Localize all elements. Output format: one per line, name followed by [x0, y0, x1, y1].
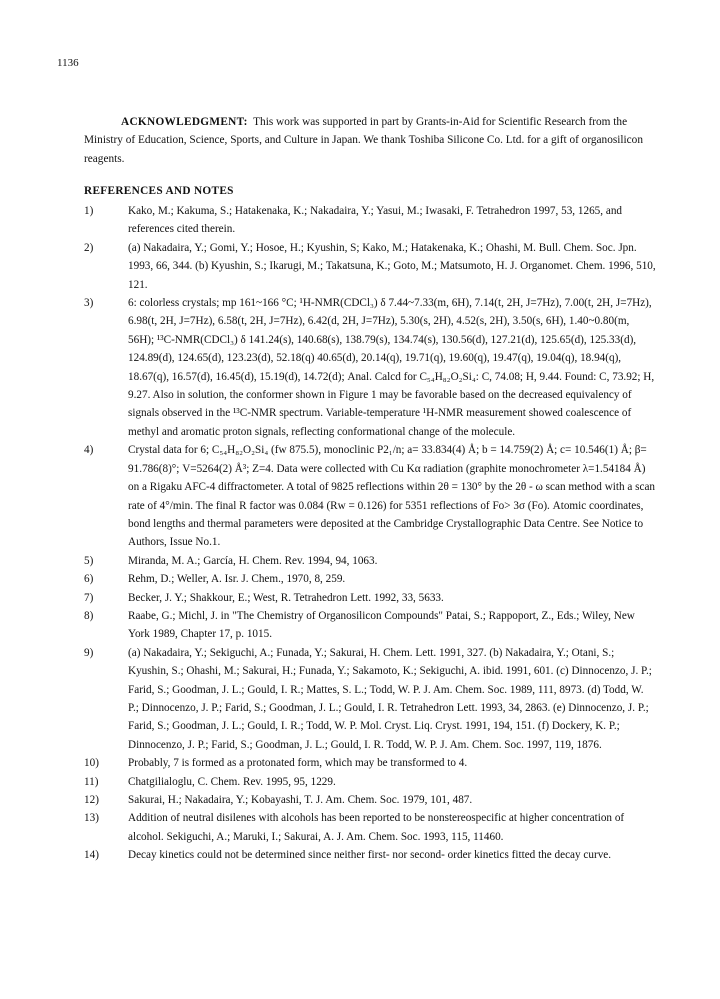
reference-text: Probably, 7 is formed as a protonated form, which may be transformed to 4. — [128, 757, 468, 770]
reference-item — [84, 202, 656, 239]
reference-list — [84, 202, 656, 865]
reference-item — [84, 809, 656, 846]
reference-number: 12) — [84, 794, 99, 806]
page-number: 1136 — [57, 57, 79, 69]
acknowledgment-paragraph — [84, 113, 656, 168]
reference-text: (a) Nakadaira, Y.; Gomi, Y.; Hosoe, H.; Kyushin, S; Kako, M.; Hatakenaka, K.; Ohashi, M. Bull. Chem. Soc. Jpn. 1993, 66, 344. (b) Kyushin, S.; Ikarugi, M.; Takatsuna, K.; Goto, M.; Matsumoto, H. J. Organomet. Chem. 1996, 510, 121. — [128, 241, 656, 291]
reference-item — [84, 441, 656, 551]
reference-text: Sakurai, H.; Nakadaira, Y.; Kobayashi, T. J. Am. Chem. Soc. 1979, 101, 487. — [128, 794, 473, 806]
reference-item — [84, 607, 656, 644]
reference-number: 9) — [84, 646, 94, 659]
reference-number: 4) — [84, 444, 94, 457]
reference-item — [84, 754, 656, 772]
acknowledgment-heading: ACKNOWLEDGMENT: — [121, 116, 248, 128]
reference-number: 2) — [84, 241, 94, 254]
reference-item — [84, 644, 656, 754]
reference-number: 10) — [84, 757, 99, 770]
reference-number: 3) — [84, 297, 94, 310]
references-heading: REFERENCES AND NOTES — [84, 185, 234, 197]
reference-text: (a) Nakadaira, Y.; Sekiguchi, A.; Funada, Y.; Sakurai, H. Chem. Lett. 1991, 327. (b) Nakadaira, Y.; Otani, S.; Kyushin, S.; Ohashi, M.; Sakurai, H.; Funada, Y.; Sakamoto, K.; Sekiguchi, A. ibid. 1991, 601. (c) Dinnocenzo, J. P.; Farid, S.; Goodman, J. L.; Gould, I. R.; Mattes, S. L.; Todd, W. P. J. Am. Chem. Soc. 1989, 111, 8973. (d) Todd, W. P.; Dinnocenzo, J. P.; Farid, S.; Goodman, J. L.; Gould, I. R. Tetrahedron Lett. 1993, 34, 2863. (e) Dinnocenzo, J. P.; Farid, S.; Goodman, J. L.; Gould, I. R.; Todd, W. P. Mol. Cryst. Liq. Cryst. 1991, 194, 151. (f) Dockery, K. P.; Dinnocenzo, J. P.; Farid, S.; Goodman, J. L.; Gould, I. R. Todd, W. P. J. Am. Chem. Soc. 1997, 119, 1876. — [128, 646, 652, 751]
reference-item — [84, 552, 656, 570]
reference-item — [84, 773, 656, 791]
reference-item — [84, 294, 656, 441]
reference-text: Kako, M.; Kakuma, S.; Hatakenaka, K.; Nakadaira, Y.; Yasui, M.; Iwasaki, F. Tetrahedron 1997, 53, 1265, and references cited therein. — [128, 205, 623, 236]
reference-text: Miranda, M. A.; García, H. Chem. Rev. 1994, 94, 1063. — [128, 554, 378, 567]
reference-text: Decay kinetics could not be determined since neither first- nor second- order kinetics fitted the decay curve. — [128, 849, 612, 862]
reference-text: Rehm, D.; Weller, A. Isr. J. Chem., 1970, 8, 259. — [128, 573, 346, 586]
reference-number: 11) — [84, 775, 99, 788]
reference-item — [84, 791, 656, 809]
reference-item — [84, 589, 656, 607]
acknowledgment-text: This work was supported in part by Grants-in-Aid for Scientific Research from the Ministry of Education, Science, Sports, and Culture in Japan. We thank Toshiba Silicone Co. Ltd. for a gift of organosilicon reagents. — [84, 116, 643, 165]
reference-text: Raabe, G.; Michl, J. in "The Chemistry of Organosilicon Compounds" Patai, S.; Rappoport, Z., Eds.; Wiley, New York 1989, Chapter 17, p. 1015. — [128, 609, 635, 641]
reference-number: 14) — [84, 849, 99, 862]
reference-item — [84, 239, 656, 294]
reference-number: 8) — [84, 609, 94, 622]
reference-text: 6: colorless crystals; mp 161~166 °C; ¹H-NMR(CDCl₃) δ 7.44~7.33(m, 6H), 7.14(t, 2H, J=7Hz), 7.00(t, 2H, J=7Hz), 6.98(t, 2H, J=7Hz), 6.58(t, 2H, J=7Hz), 6.42(d, 2H, J=7Hz), 5.30(s, 2H), 4.52(s, 2H), 3.50(s, 6H), 1.40~0.80(m, 56H); ¹³C-NMR(CDCl₃) δ 141.24(s), 140.68(s), 138.79(s), 134.74(s), 130.56(d), 127.21(d), 125.65(d), 125.33(d), 124.89(d), 124.65(d), 123.23(d), 52.18(q) 40.65(d), 20.14(q), 19.71(q), 19.60(q), 19.47(q), 19.04(q), 18.94(q), 18.67(q), 16.57(d), 16.45(d), 15.19(d), 14.72(d); Anal. Calcd for C₅₄H₈₂O₂Si₄: C, 74.08; H, 9.44. Found: C, 73.92; H, 9.27. Also in solution, the conformer shown in Figure 1 may be favorable based on the decreased equivalency of signals observed in the ¹³C-NMR spectrum. Variable-temperature ¹H-NMR measurement showed coalescence of methyl and aromatic proton signals, reflecting conformational change of the molecule. — [128, 297, 655, 438]
reference-number: 5) — [84, 554, 94, 567]
reference-number: 7) — [84, 591, 94, 604]
reference-text: Addition of neutral disilenes with alcohols has been reported to be nonstereospecific at higher concentration of alcohol. Sekiguchi, A.; Maruki, I.; Sakurai, A. J. Am. Chem. Soc. 1993, 115, 11460. — [128, 812, 625, 843]
reference-text: Becker, J. Y.; Shakkour, E.; West, R. Tetrahedron Lett. 1992, 33, 5633. — [128, 591, 444, 604]
reference-text: Crystal data for 6; C₅₄H₈₂O₂Si₄ (fw 875.5), monoclinic P2₁/n; a= 33.834(4) Å; b = 14.759(2) Å; c= 10.546(1) Å; β= 91.786(8)°; V=5264(2) Å³; Z=4. Data were collected with Cu Kα radiation (graphite monochrometer λ=1.54184 Å) on a Rigaku AFC-4 diffractometer. A total of 9825 reflections within 2θ = 130° by the 2θ - ω scan method with a scan rate of 4°/min. The final R factor was 0.084 (Rw = 0.126) for 5351 reflections of Fo> 3σ (Fo). Atomic coordinates, bond lengths and thermal parameters were deposited at the Cambridge Crystallographic Data Centre. See Notice to Authors, Issue No.1. — [128, 444, 656, 549]
reference-number: 13) — [84, 812, 99, 825]
reference-number: 1) — [84, 205, 94, 217]
reference-item — [84, 846, 656, 864]
reference-item — [84, 570, 656, 588]
reference-text: Chatgilialoglu, C. Chem. Rev. 1995, 95, 1229. — [128, 775, 336, 788]
reference-number: 6) — [84, 573, 94, 586]
